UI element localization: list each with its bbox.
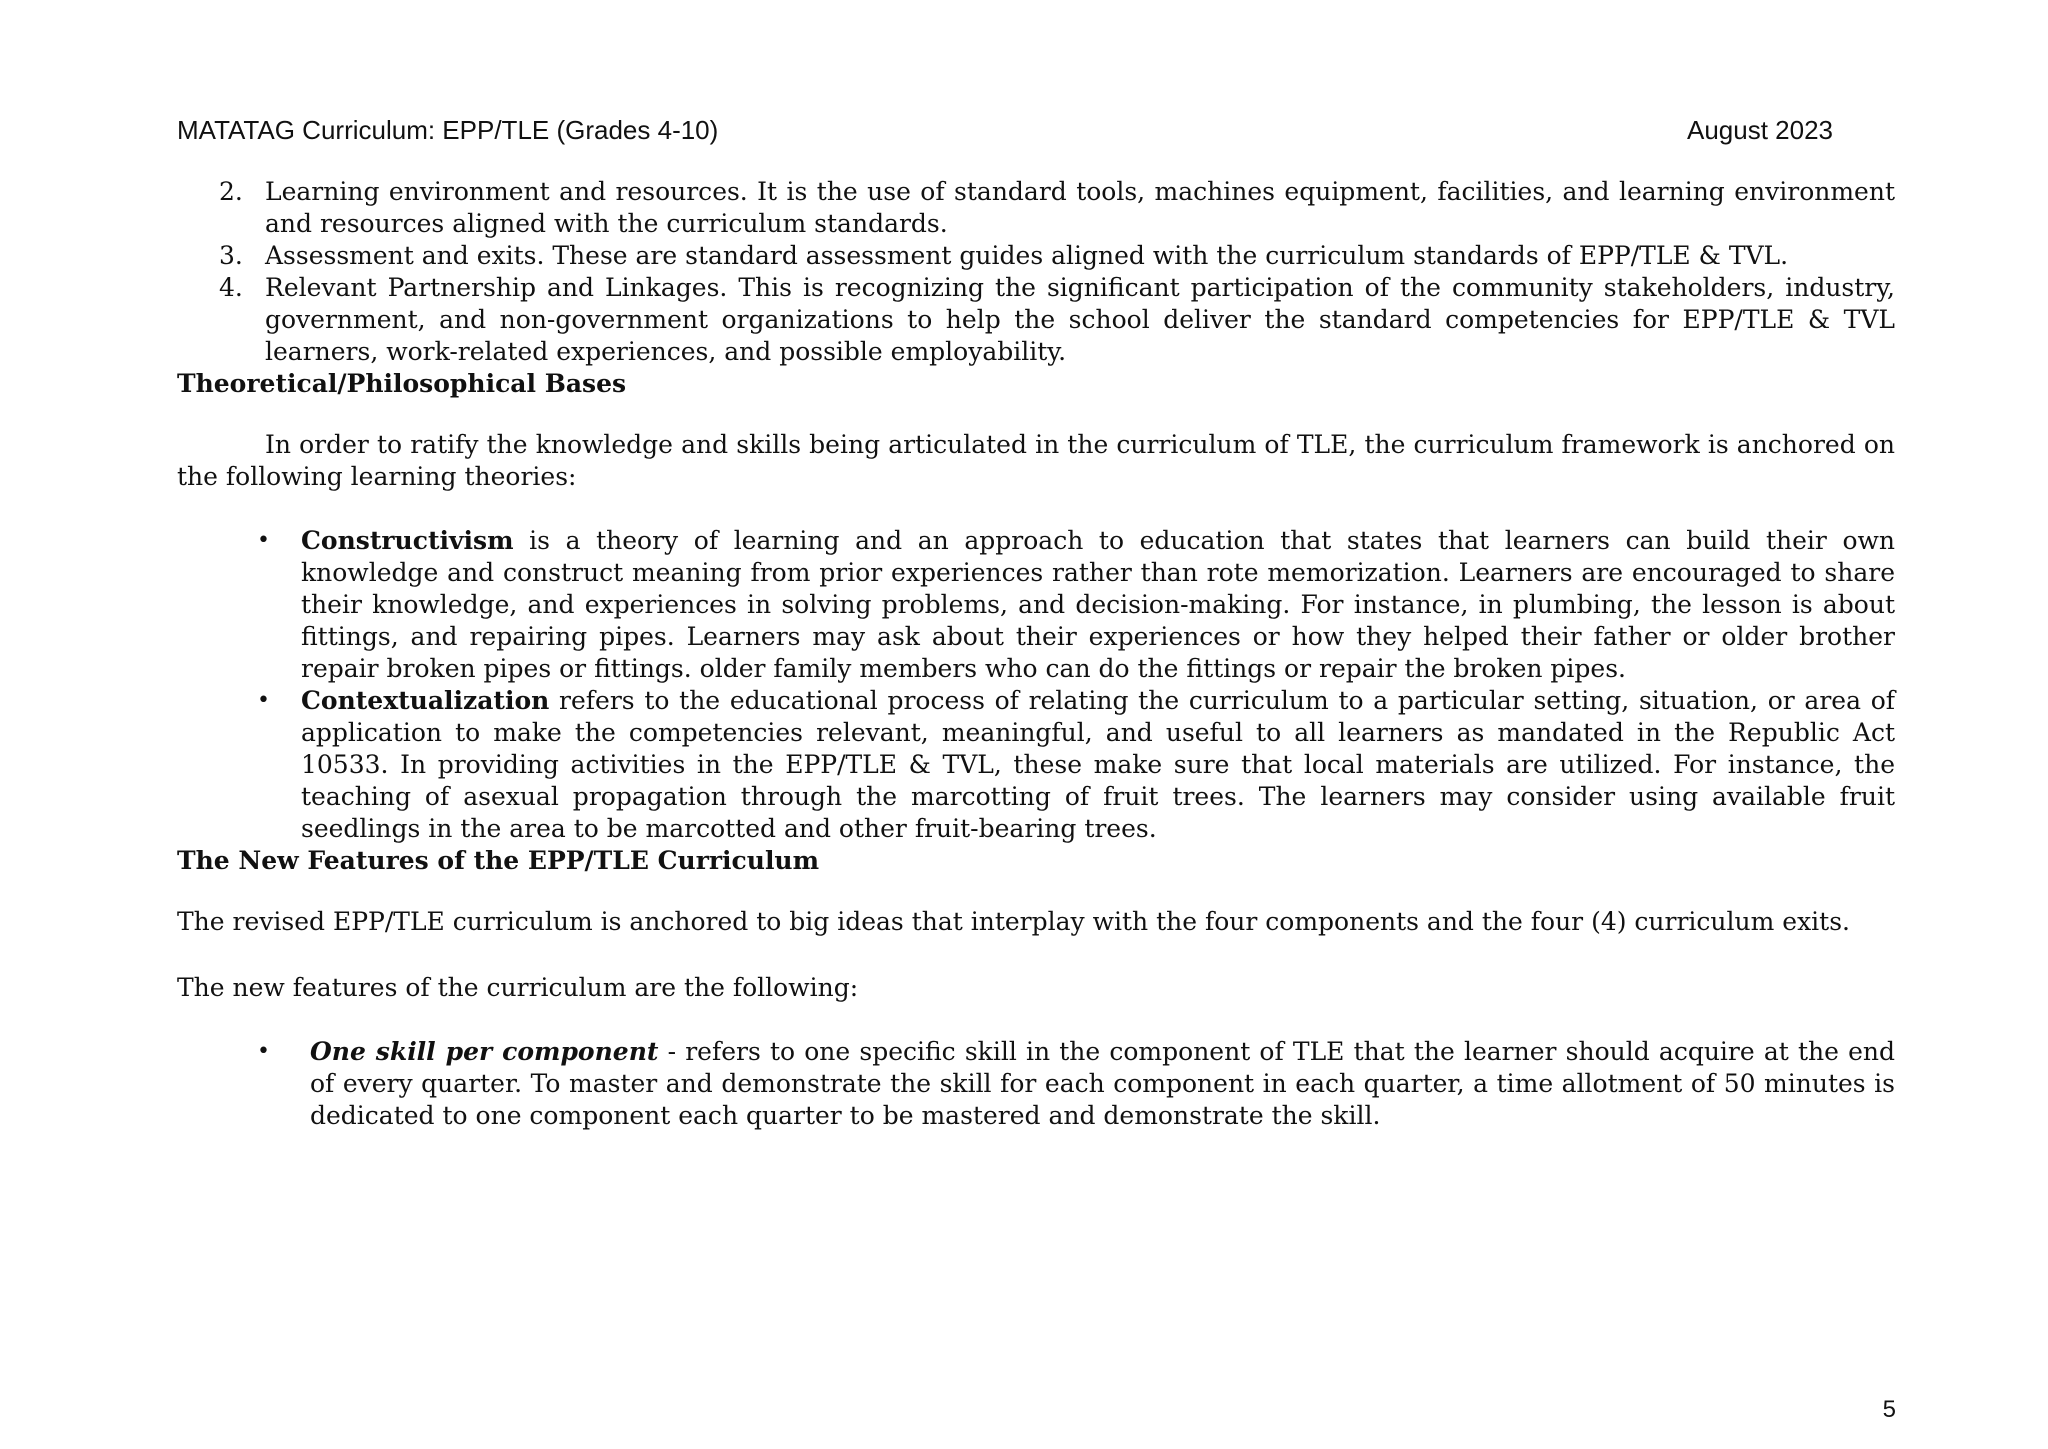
bullet-term: Contextualization bbox=[301, 686, 550, 715]
section-heading-features: The New Features of the EPP/TLE Curriculum bbox=[177, 846, 820, 875]
document-title: MATATAG Curriculum: EPP/TLE (Grades 4-10) bbox=[177, 115, 719, 145]
bullet-icon: • bbox=[257, 688, 270, 713]
bullet-term: One skill per component bbox=[310, 1037, 659, 1066]
bullet-text: refers to the educational process of relating the curriculum to a particular setting, situation, or area of application to make the competencies relevant, meaningful, and useful to all learners as mandated in the Republic Act 10533. In providing activities in the EPP/TLE & TVL, these make sure that local materials are utilized. For instance, the teaching of asexual propagation through the marcotting of fruit trees. The learners may consider using available fruit seedlings in the area to be marcotted and other fruit-bearing trees. bbox=[301, 686, 1895, 843]
bullet-text: - refers to one specific skill in the component of TLE that the learner should acquire at the end of every quarter. To master and demonstrate the skill for each component in each quarter, a time allotment of 50 minutes is dedicated to one component each quarter to be mastered and demonstrate the skill. bbox=[310, 1037, 1895, 1130]
list-item bbox=[177, 272, 1895, 368]
bullet-icon: • bbox=[257, 528, 270, 553]
bullet-text: is a theory of learning and an approach to education that states that learners can build their own knowledge and construct meaning from prior experiences rather than rote memorization. Learners are encouraged to share their knowledge, and experiences in solving problems, and decision-making. For instance, in plumbing, the lesson is about fittings, and repairing pipes. Learners may ask about their experiences or how they helped their father or older brother repair broken pipes or fittings. older family members who can do the fittings or repair the broken pipes. bbox=[301, 526, 1895, 683]
features-paragraph: The revised EPP/TLE curriculum is anchored to big ideas that interplay with the four components and the four (4) curriculum exits. bbox=[177, 907, 1850, 936]
list-item bbox=[177, 240, 1895, 272]
list-item bbox=[177, 685, 1895, 845]
bullet-term: Constructivism bbox=[301, 526, 514, 555]
list-item-text: Relevant Partnership and Linkages. This is recognizing the significant participation of the community stakeholders, industry, government, and non-government organizations to help the school deliver the standard competencies for EPP/TLE & TVL learners, work-related experiences, and possible employability. bbox=[265, 273, 1895, 366]
theory-bullet-list bbox=[177, 525, 1895, 845]
list-item-text: Learning environment and resources. It is the use of standard tools, machines equipment, facilities, and learning environment and resources aligned with the curriculum standards. bbox=[265, 177, 1895, 238]
document-body bbox=[177, 176, 1895, 1132]
list-item bbox=[177, 176, 1895, 240]
list-item bbox=[177, 525, 1895, 685]
list-number: 2. bbox=[219, 177, 243, 206]
page-header bbox=[177, 113, 1833, 147]
list-item-text: Assessment and exits. These are standard assessment guides aligned with the curriculum standards of EPP/TLE & TVL. bbox=[265, 241, 1789, 270]
list-number: 4. bbox=[219, 273, 243, 302]
document-date: August 2023 bbox=[1686, 115, 1833, 145]
page-number: 5 bbox=[1882, 1396, 1896, 1423]
theory-intro-paragraph: In order to ratify the knowledge and skills being articulated in the curriculum of TLE, the curriculum framework is anchored on the following learning theories: bbox=[177, 430, 1895, 491]
features-bullet-list bbox=[177, 1036, 1895, 1132]
bullet-icon: • bbox=[257, 1039, 270, 1064]
list-item bbox=[177, 1036, 1895, 1132]
list-number: 3. bbox=[219, 241, 243, 270]
section-heading-theory: Theoretical/Philosophical Bases bbox=[177, 369, 627, 398]
features-intro-paragraph: The new features of the curriculum are the following: bbox=[177, 973, 859, 1002]
numbered-list bbox=[177, 176, 1895, 368]
